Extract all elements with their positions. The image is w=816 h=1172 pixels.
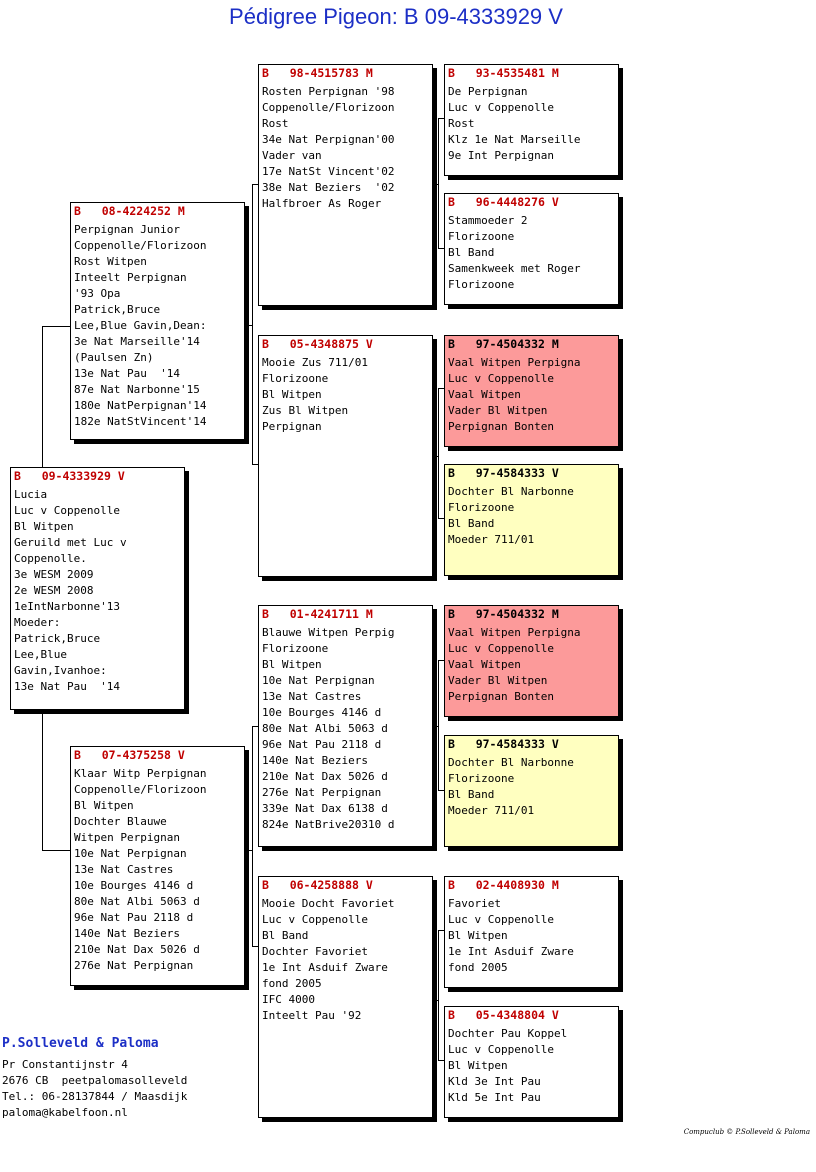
pigeon-details (262, 625, 429, 833)
ring-number: B 07-4375258 V (74, 748, 185, 762)
pigeon-card-mm-father (444, 876, 619, 988)
ring-number: B 01-4241711 M (262, 607, 373, 621)
pigeon-detail-line: Vaal Witpen (448, 658, 521, 671)
pigeon-detail-line: Florizoone (262, 642, 329, 655)
pigeon-details (448, 896, 615, 976)
pigeon-detail-line: 3e Nat Marseille'14 (74, 335, 200, 348)
pigeon-detail-line: 96e Nat Pau 2118 d (74, 911, 194, 924)
pigeon-detail-line: 2e WESM 2008 (14, 584, 94, 597)
pigeon-detail-line: Dochter Bl Narbonne (448, 485, 574, 498)
connector-line (42, 710, 43, 850)
pigeon-detail-line: Mooie Docht Favoriet (262, 897, 395, 910)
pigeon-detail-line: Patrick,Bruce (74, 303, 161, 316)
owner-name: P.Solleveld & Paloma (2, 1036, 159, 1051)
pigeon-details (262, 84, 429, 212)
pigeon-detail-line: fond 2005 (448, 961, 508, 974)
pigeon-card-ff-mother (444, 193, 619, 305)
pigeon-details (74, 222, 241, 430)
pigeon-detail-line: 80e Nat Albi 5063 d (74, 895, 200, 908)
pigeon-detail-line: De Perpignan (448, 85, 528, 98)
connector-line (438, 118, 439, 248)
footer-credit: Compuclub © P.Solleveld & Paloma (683, 1128, 810, 1136)
pigeon-detail-line: Florizoone (448, 772, 515, 785)
pigeon-detail-line: 824e NatBrive20310 d (262, 818, 395, 831)
pigeon-detail-line: Patrick,Bruce (14, 632, 101, 645)
pigeon-detail-line: 87e Nat Narbonne'15 (74, 383, 200, 396)
pigeon-details (14, 487, 181, 695)
ring-number: B 97-4584333 V (448, 737, 559, 751)
connector-line (252, 726, 253, 946)
pigeon-detail-line: Florizoone (262, 372, 329, 385)
pigeon-card-mf-mother (444, 735, 619, 847)
pigeon-detail-line: 182e NatStVincent'14 (74, 415, 207, 428)
pigeon-detail-line: 1e Int Asduif Zware (262, 961, 388, 974)
pigeon-detail-line: 13e Nat Pau '14 (14, 680, 120, 693)
pigeon-card-maternal-grandmother (258, 876, 433, 1118)
owner-block (2, 1036, 187, 1121)
pigeon-details (448, 1026, 615, 1106)
pigeon-detail-line: 13e Nat Castres (262, 690, 362, 703)
owner-address: Pr Constantijnstr 4 (2, 1058, 128, 1071)
pigeon-detail-line: 13e Nat Pau '14 (74, 367, 180, 380)
connector-line (252, 184, 253, 464)
pigeon-details (74, 766, 241, 974)
connector-line (434, 456, 438, 457)
pigeon-detail-line: '93 Opa (74, 287, 121, 300)
connector-line (434, 1000, 438, 1001)
pigeon-detail-line: Bl Band (448, 246, 495, 259)
pigeon-detail-line: Rost (448, 117, 475, 130)
pigeon-card-mm-mother (444, 1006, 619, 1118)
owner-email: paloma@kabelfoon.nl (2, 1106, 128, 1119)
pigeon-card-father (70, 202, 245, 440)
pigeon-detail-line: Luc v Coppenolle (448, 913, 554, 926)
ring-number: B 97-4584333 V (448, 466, 559, 480)
pigeon-detail-line: Dochter Bl Narbonne (448, 756, 574, 769)
ring-number: B 97-4504332 M (448, 607, 559, 621)
pigeon-detail-line: Bl Band (448, 517, 495, 530)
pigeon-detail-line: Moeder: (14, 616, 61, 629)
pigeon-detail-line: Witpen Perpignan (74, 831, 180, 844)
pigeon-detail-line: Bl Witpen (448, 1059, 508, 1072)
pigeon-card-paternal-grandmother (258, 335, 433, 577)
ring-number: B 08-4224252 M (74, 204, 185, 218)
pigeon-detail-line: 9e Int Perpignan (448, 149, 554, 162)
pigeon-detail-line: Florizoone (448, 278, 515, 291)
ring-number: B 09-4333929 V (14, 469, 125, 483)
pigeon-detail-line: Luc v Coppenolle (448, 642, 554, 655)
pigeon-detail-line: Kld 5e Int Pau (448, 1091, 541, 1104)
pigeon-details (448, 84, 615, 164)
pigeon-detail-line: 10e Bourges 4146 d (74, 879, 194, 892)
pigeon-card-subject (10, 467, 185, 710)
connector-line (42, 326, 70, 327)
pigeon-details (448, 484, 615, 548)
pigeon-detail-line: Bl Witpen (448, 929, 508, 942)
pigeon-detail-line: Rost (262, 117, 289, 130)
pigeon-details (448, 625, 615, 705)
pigeon-detail-line: 17e NatSt Vincent'02 (262, 165, 395, 178)
pigeon-detail-line: Perpignan Bonten (448, 420, 554, 433)
pigeon-detail-line: Moeder 711/01 (448, 533, 535, 546)
pigeon-detail-line: 1eIntNarbonne'13 (14, 600, 120, 613)
pigeon-detail-line: fond 2005 (262, 977, 322, 990)
pigeon-detail-line: Florizoone (448, 230, 515, 243)
pigeon-detail-line: Luc v Coppenolle (448, 101, 554, 114)
pigeon-detail-line: Gavin,Ivanhoe: (14, 664, 107, 677)
pigeon-card-mother (70, 746, 245, 986)
connector-line (438, 660, 439, 790)
pigeon-detail-line: Vaal Witpen Perpigna (448, 356, 581, 369)
pigeon-detail-line: 13e Nat Castres (74, 863, 174, 876)
ring-number: B 96-4448276 V (448, 195, 559, 209)
pigeon-detail-line: Coppenolle/Florizoon (262, 101, 395, 114)
pigeon-detail-line: Samenkweek met Roger (448, 262, 581, 275)
connector-line (42, 850, 70, 851)
pigeon-detail-line: 10e Bourges 4146 d (262, 706, 382, 719)
pigeon-detail-line: 140e Nat Beziers (74, 927, 180, 940)
pigeon-detail-line: Kld 3e Int Pau (448, 1075, 541, 1088)
ring-number: B 97-4504332 M (448, 337, 559, 351)
pigeon-details (448, 355, 615, 435)
connector-line (434, 184, 438, 185)
owner-postcode: 2676 CB peetpalomasolleveld (2, 1074, 188, 1087)
pigeon-card-mf-father (444, 605, 619, 717)
pigeon-detail-line: Bl Band (448, 788, 495, 801)
ring-number: B 05-4348804 V (448, 1008, 559, 1022)
pigeon-detail-line: 210e Nat Dax 5026 d (74, 943, 200, 956)
pigeon-card-ff-father (444, 64, 619, 176)
pigeon-detail-line: Vader Bl Witpen (448, 674, 548, 687)
ring-number: B 02-4408930 M (448, 878, 559, 892)
pigeon-detail-line: Lee,Blue Gavin,Dean: (74, 319, 207, 332)
connector-line (438, 930, 439, 1060)
pigeon-detail-line: 10e Nat Perpignan (74, 847, 187, 860)
pigeon-detail-line: Inteelt Perpignan (74, 271, 187, 284)
pigeon-detail-line: Inteelt Pau '92 (262, 1009, 362, 1022)
pigeon-detail-line: Dochter Pau Koppel (448, 1027, 568, 1040)
connector-line (246, 850, 252, 851)
pigeon-detail-line: Bl Witpen (74, 799, 134, 812)
owner-phone: Tel.: 06-28137844 / Maasdijk (2, 1090, 188, 1103)
pigeon-detail-line: Luc v Coppenolle (448, 1043, 554, 1056)
pigeon-detail-line: Luc v Coppenolle (448, 372, 554, 385)
pigeon-detail-line: 38e Nat Beziers '02 (262, 181, 395, 194)
pigeon-detail-line: Geruild met Luc v (14, 536, 127, 549)
page-title: Pédigree Pigeon: B 09-4333929 V (229, 4, 563, 29)
pigeon-detail-line: Luc v Coppenolle (262, 913, 368, 926)
pigeon-card-paternal-grandfather (258, 64, 433, 306)
pigeon-detail-line: 10e Nat Perpignan (262, 674, 375, 687)
pigeon-details (262, 896, 429, 1024)
pigeon-detail-line: 34e Nat Perpignan'00 (262, 133, 395, 146)
pigeon-detail-line: Coppenolle/Florizoon (74, 239, 207, 252)
pigeon-detail-line: Lee,Blue (14, 648, 67, 661)
pigeon-detail-line: Blauwe Witpen Perpig (262, 626, 395, 639)
pigeon-detail-line: 339e Nat Dax 6138 d (262, 802, 388, 815)
pigeon-detail-line: Perpignan (262, 420, 322, 433)
pigeon-detail-line: 140e Nat Beziers (262, 754, 368, 767)
pigeon-detail-line: Klaar Witp Perpignan (74, 767, 207, 780)
ring-number: B 05-4348875 V (262, 337, 373, 351)
connector-line (434, 726, 438, 727)
pigeon-detail-line: Rosten Perpignan '98 (262, 85, 395, 98)
pigeon-detail-line: Vaal Witpen Perpigna (448, 626, 581, 639)
pigeon-detail-line: Bl Band (262, 929, 309, 942)
pigeon-detail-line: Vader van (262, 149, 322, 162)
pigeon-detail-line: 3e WESM 2009 (14, 568, 94, 581)
connector-line (42, 326, 43, 468)
pigeon-detail-line: 210e Nat Dax 5026 d (262, 770, 388, 783)
ring-number: B 06-4258888 V (262, 878, 373, 892)
connector-line (246, 325, 252, 326)
pigeon-detail-line: Bl Witpen (262, 658, 322, 671)
ring-number: B 93-4535481 M (448, 66, 559, 80)
pigeon-detail-line: Dochter Blauwe (74, 815, 167, 828)
pigeon-card-fm-father (444, 335, 619, 447)
pigeon-detail-line: 1e Int Asduif Zware (448, 945, 574, 958)
pigeon-detail-line: 96e Nat Pau 2118 d (262, 738, 382, 751)
pigeon-detail-line: 276e Nat Perpignan (262, 786, 382, 799)
pigeon-card-fm-mother (444, 464, 619, 576)
pigeon-details (448, 755, 615, 819)
pigeon-detail-line: Lucia (14, 488, 48, 501)
pigeon-detail-line: Moeder 711/01 (448, 804, 535, 817)
pigeon-detail-line: Luc v Coppenolle (14, 504, 120, 517)
pigeon-detail-line: Coppenolle/Florizoon (74, 783, 207, 796)
pigeon-detail-line: Bl Witpen (262, 388, 322, 401)
pigeon-details (262, 355, 429, 435)
pigeon-detail-line: (Paulsen Zn) (74, 351, 154, 364)
pigeon-detail-line: Vaal Witpen (448, 388, 521, 401)
pigeon-detail-line: Coppenolle. (14, 552, 87, 565)
pigeon-detail-line: Mooie Zus 711/01 (262, 356, 368, 369)
pigeon-detail-line: 180e NatPerpignan'14 (74, 399, 207, 412)
pigeon-card-maternal-grandfather (258, 605, 433, 847)
pigeon-detail-line: Halfbroer As Roger (262, 197, 382, 210)
pigeon-detail-line: Stammoeder 2 (448, 214, 528, 227)
pigeon-detail-line: Klz 1e Nat Marseille (448, 133, 581, 146)
pigeon-detail-line: Florizoone (448, 501, 515, 514)
pigeon-detail-line: Bl Witpen (14, 520, 74, 533)
pigeon-details (448, 213, 615, 293)
pigeon-detail-line: Zus Bl Witpen (262, 404, 349, 417)
pigeon-detail-line: Dochter Favoriet (262, 945, 368, 958)
pigeon-detail-line: 276e Nat Perpignan (74, 959, 194, 972)
pigeon-detail-line: Perpignan Bonten (448, 690, 554, 703)
pigeon-detail-line: Favoriet (448, 897, 501, 910)
pigeon-detail-line: Perpignan Junior (74, 223, 180, 236)
pigeon-detail-line: Rost Witpen (74, 255, 147, 268)
pigeon-detail-line: IFC 4000 (262, 993, 315, 1006)
pigeon-detail-line: 80e Nat Albi 5063 d (262, 722, 388, 735)
pigeon-detail-line: Vader Bl Witpen (448, 404, 548, 417)
ring-number: B 98-4515783 M (262, 66, 373, 80)
connector-line (438, 388, 439, 518)
